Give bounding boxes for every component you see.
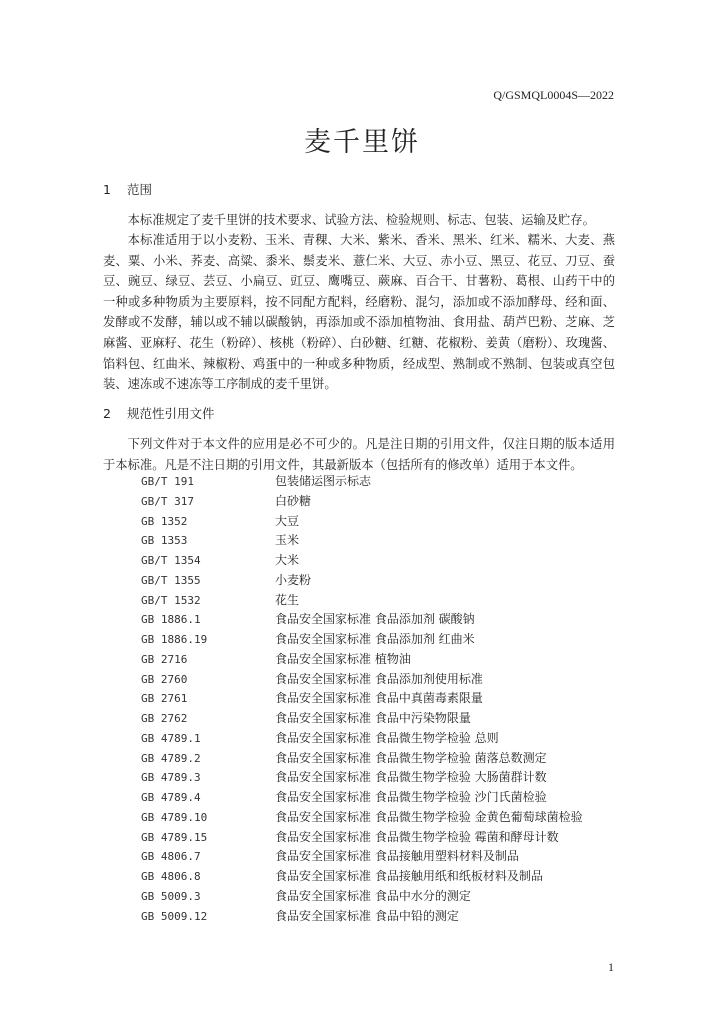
reference-code: GB/T 1354 <box>141 554 201 567</box>
reference-code: GB 4789.2 <box>141 751 201 765</box>
reference-row <box>141 847 583 867</box>
reference-row <box>141 670 583 690</box>
section-1-number: 1 <box>103 182 111 197</box>
reference-name: 食品安全国家标准 食品微生物学检验 霉菌和酵母计数 <box>275 829 559 844</box>
reference-code: GB 2762 <box>141 712 188 725</box>
reference-row <box>141 828 583 848</box>
reference-code: GB 2716 <box>141 652 188 666</box>
section-1-heading <box>103 180 152 198</box>
reference-name: 食品安全国家标准 食品添加剂使用标准 <box>275 671 483 686</box>
reference-code: GB 4789.15 <box>141 830 208 844</box>
reference-row <box>141 808 583 828</box>
reference-name: 白砂糖 <box>275 493 312 508</box>
reference-name: 大豆 <box>275 513 300 528</box>
reference-name: 小麦粉 <box>275 572 312 587</box>
reference-name: 食品安全国家标准 食品微生物学检验 菌落总数测定 <box>275 750 547 765</box>
scope-paragraph-1: 本标准规定了麦千里饼的技术要求、试验方法、检验规则、标志、包装、运输及贮存。 <box>127 213 595 227</box>
reference-name: 食品安全国家标准 植物油 <box>275 651 411 666</box>
reference-code: GB 4806.7 <box>141 850 201 864</box>
reference-code: GB 1352 <box>141 514 188 528</box>
section-2-title: 规范性引用文件 <box>127 406 215 421</box>
reference-name: 食品安全国家标准 食品中水分的测定 <box>275 888 471 903</box>
reference-row <box>141 591 583 611</box>
reference-row <box>141 531 583 551</box>
reference-row <box>141 610 583 630</box>
reference-code: GB/T 317 <box>141 494 194 508</box>
reference-code: GB/T 1355 <box>141 573 201 587</box>
reference-code: GB 4789.10 <box>141 810 208 824</box>
reference-list <box>141 472 583 926</box>
reference-row <box>141 788 583 808</box>
reference-row <box>141 907 583 927</box>
reference-code: GB 1886.19 <box>141 633 208 646</box>
reference-code: GB 4806.8 <box>141 870 201 883</box>
reference-row <box>141 867 583 887</box>
page-number: 1 <box>608 960 614 974</box>
reference-row <box>141 749 583 769</box>
reference-code: GB 4789.1 <box>141 731 201 745</box>
scope-paragraph-2: 本标准适用于以小麦粉、玉米、青稞、大米、紫米、香米、黑米、红米、糯米、大麦、燕麦、粟、小米、荞麦、高粱、黍米、鬃麦米、薏仁米、大豆、赤小豆、黑豆、花豆、刀豆、蚕豆、豌豆、绿豆、芸豆、小扁豆、豇豆、鹰嘴豆、蕨麻、百合干、甘薯粉、葛根、山药干中的一种或多种物质为主要原料，按不同配方配料，经磨粉、混匀，添加或不添加酵母、经和面、发酵或不发酵，辅以或不辅以碳酸钠，再添加或不添加植物油、食用盐、葫芦巴粉、芝麻、芝麻酱、亚麻籽、花生（粉碎）、核桃（粉碎）、白砂糖、红糖、花椒粉、姜黄（磨粉）、玫瑰酱、馅料包、红曲米、辣椒粉、鸡蛋中的一种或多种物质，经成型、熟制或不熟制、包装或真空包装、速冻或不速冻等工序制成的麦千里饼。 <box>103 233 615 392</box>
reference-name: 食品安全国家标准 食品接触用纸和纸板材料及制品 <box>275 869 543 883</box>
standard-code: Q/GSMQL0004S—2022 <box>493 88 614 102</box>
section-2-number: 2 <box>103 406 111 421</box>
reference-code: GB 1353 <box>141 534 188 548</box>
reference-name: 包装储运图示标志 <box>275 474 372 488</box>
reference-code: GB 2760 <box>141 672 188 686</box>
reference-name: 食品安全国家标准 食品微生物学检验 大肠菌群计数 <box>275 770 547 785</box>
reference-row <box>141 650 583 670</box>
reference-row <box>141 472 583 492</box>
reference-row <box>141 512 583 532</box>
reference-name: 食品安全国家标准 食品添加剂 碳酸钠 <box>275 612 475 627</box>
reference-row <box>141 689 583 709</box>
reference-code: GB 4789.4 <box>141 791 201 804</box>
reference-name: 食品安全国家标准 食品微生物学检验 总则 <box>275 730 499 745</box>
reference-name: 食品安全国家标准 食品中铅的测定 <box>275 908 459 923</box>
reference-code: GB/T 1532 <box>141 593 201 607</box>
reference-row <box>141 551 583 571</box>
reference-code: GB 5009.12 <box>141 909 208 923</box>
reference-code: GB 5009.3 <box>141 889 201 903</box>
reference-row <box>141 492 583 512</box>
reference-name: 食品安全国家标准 食品中真菌毒素限量 <box>275 691 483 706</box>
references-intro-paragraph: 下列文件对于本文件的应用是必不可少的。凡是注日期的引用文件，仅注日期的版本适用于本标准。凡是不注日期的引用文件，其最新版本（包括所有的修改单）适用于本文件。 <box>103 437 615 472</box>
reference-name: 花生 <box>275 592 300 607</box>
reference-code: GB 2761 <box>141 692 188 706</box>
reference-code: GB 4789.3 <box>141 771 201 785</box>
reference-name: 食品安全国家标准 食品中污染物限量 <box>275 711 471 725</box>
reference-name: 食品安全国家标准 食品添加剂 红曲米 <box>275 632 475 646</box>
document-title: 麦千里饼 <box>304 127 420 158</box>
section-1-title: 范围 <box>127 182 153 197</box>
reference-row <box>141 729 583 749</box>
reference-code: GB 1886.1 <box>141 613 201 627</box>
reference-name: 食品安全国家标准 食品微生物学检验 沙门氏菌检验 <box>275 790 547 804</box>
reference-row <box>141 571 583 591</box>
reference-name: 大米 <box>275 553 300 567</box>
reference-name: 玉米 <box>275 533 300 548</box>
reference-row <box>141 887 583 907</box>
reference-row <box>141 630 583 650</box>
section-2-heading <box>103 404 215 422</box>
reference-row <box>141 768 583 788</box>
reference-code: GB/T 191 <box>141 475 194 488</box>
reference-name: 食品安全国家标准 食品接触用塑料材料及制品 <box>275 849 519 864</box>
reference-row <box>141 709 583 729</box>
reference-name: 食品安全国家标准 食品微生物学检验 金黄色葡萄球菌检验 <box>275 809 583 824</box>
